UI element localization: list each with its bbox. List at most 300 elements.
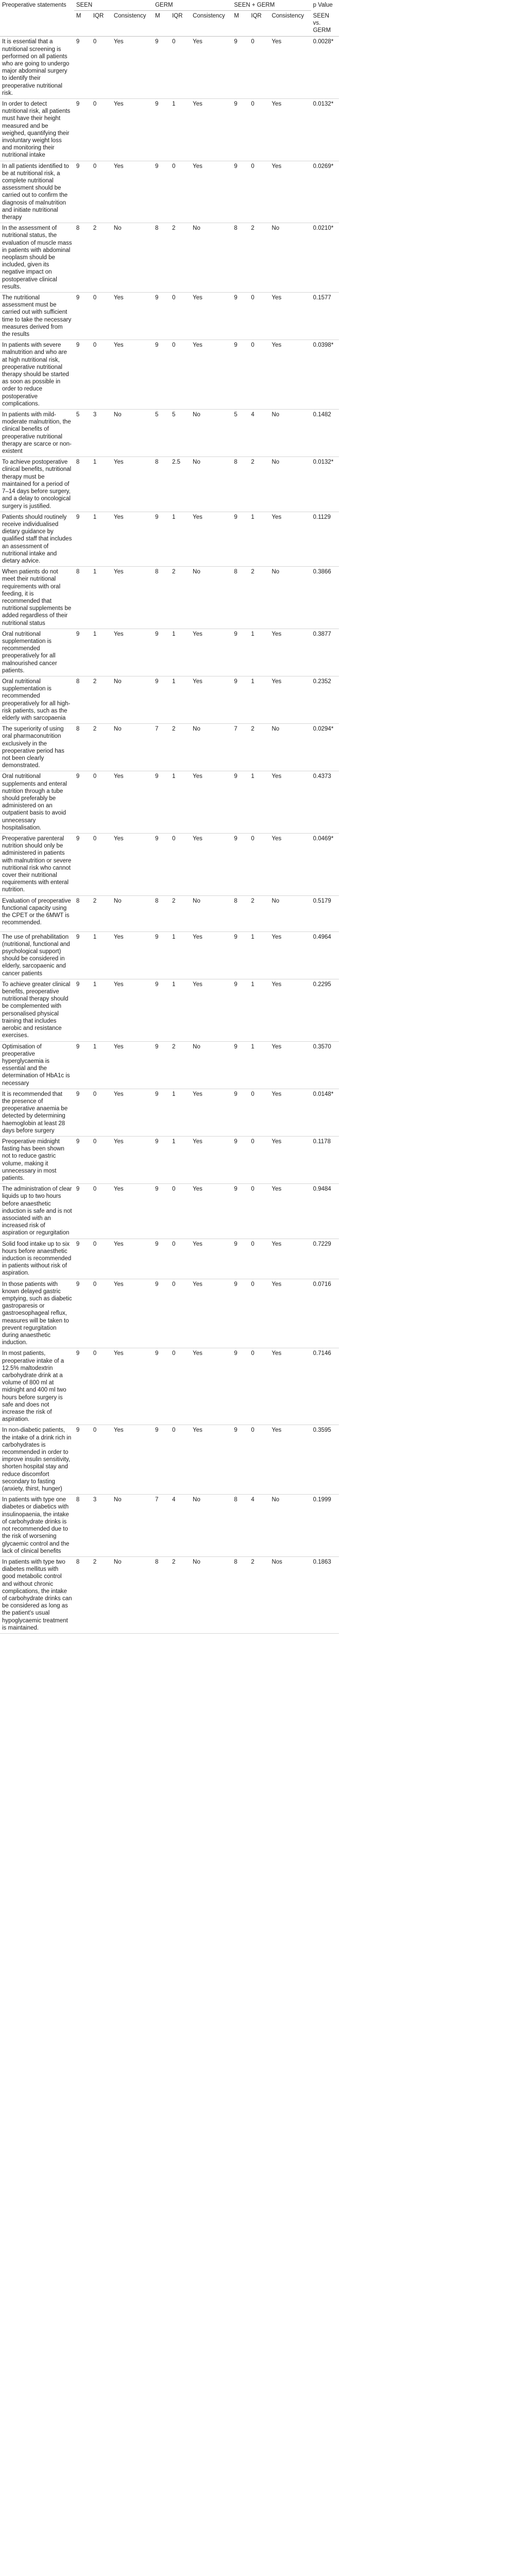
combined-m-cell: 9 <box>232 771 249 834</box>
combined-m-cell: 9 <box>232 676 249 723</box>
subheader-m: M <box>232 11 249 37</box>
germ-m-cell: 9 <box>153 979 170 1041</box>
seen-consistency-cell: Yes <box>112 834 153 896</box>
germ-m-cell: 9 <box>153 161 170 223</box>
germ-m-cell: 9 <box>153 1348 170 1425</box>
combined-consistency-cell: Yes <box>269 629 311 676</box>
seen-iqr-cell: 1 <box>91 629 112 676</box>
germ-m-cell: 8 <box>153 1556 170 1633</box>
table-row <box>0 161 339 223</box>
pvalue-cell: 0.1999 <box>311 1495 339 1557</box>
combined-m-cell: 9 <box>232 1279 249 1348</box>
germ-m-cell: 8 <box>153 457 170 512</box>
table-row <box>0 567 339 629</box>
pvalue-cell: 0.9484 <box>311 1184 339 1239</box>
statement-cell: In non-diabetic patients, the intake of a drink rich in carbohydrates is recommended in order to improve insulin sensitivity, shorten hospital stay and reduce discomfort secondary to fasting (anxiety, thirst, hunger) <box>0 1425 74 1495</box>
table-row <box>0 979 339 1041</box>
germ-iqr-cell: 1 <box>170 931 191 979</box>
seen-consistency-cell: Yes <box>112 1239 153 1279</box>
seen-iqr-cell: 0 <box>91 1279 112 1348</box>
germ-iqr-cell: 0 <box>170 1279 191 1348</box>
germ-consistency-cell: Yes <box>191 1089 232 1136</box>
statement-cell: To achieve postoperative clinical benefits, nutritional therapy must be maintained for a period of 7–14 days before surgery, and a delay to oncological surgery is justified. <box>0 457 74 512</box>
combined-iqr-cell: 1 <box>249 1041 269 1089</box>
combined-consistency-cell: No <box>269 223 311 293</box>
germ-iqr-cell: 1 <box>170 98 191 161</box>
seen-iqr-cell: 1 <box>91 931 112 979</box>
table-row <box>0 1184 339 1239</box>
germ-consistency-cell: No <box>191 1556 232 1633</box>
germ-iqr-cell: 0 <box>170 1239 191 1279</box>
table-row <box>0 37 339 99</box>
combined-consistency-cell: Yes <box>269 676 311 723</box>
germ-m-cell: 9 <box>153 1136 170 1183</box>
combined-m-cell: 8 <box>232 223 249 293</box>
pvalue-cell: 0.0028* <box>311 37 339 99</box>
combined-m-cell: 9 <box>232 931 249 979</box>
subheader-consistency: Consistency <box>269 11 311 37</box>
preoperative-statements-table <box>0 0 339 1634</box>
seen-m-cell: 8 <box>74 676 91 723</box>
pvalue-cell: 0.1577 <box>311 293 339 340</box>
germ-consistency-cell: No <box>191 895 232 931</box>
seen-m-cell: 8 <box>74 223 91 293</box>
germ-consistency-cell: No <box>191 1495 232 1557</box>
germ-m-cell: 9 <box>153 1184 170 1239</box>
seen-m-cell: 8 <box>74 724 91 771</box>
pvalue-cell: 0.1482 <box>311 410 339 457</box>
combined-iqr-cell: 1 <box>249 771 269 834</box>
seen-iqr-cell: 2 <box>91 724 112 771</box>
combined-iqr-cell: 0 <box>249 1279 269 1348</box>
seen-iqr-cell: 1 <box>91 1041 112 1089</box>
pvalue-cell: 0.0398* <box>311 340 339 410</box>
combined-consistency-cell: Yes <box>269 1348 311 1425</box>
table-row <box>0 512 339 566</box>
germ-iqr-cell: 2 <box>170 895 191 931</box>
seen-iqr-cell: 1 <box>91 979 112 1041</box>
germ-iqr-cell: 2 <box>170 724 191 771</box>
combined-m-cell: 8 <box>232 1495 249 1557</box>
combined-m-cell: 9 <box>232 1041 249 1089</box>
germ-consistency-cell: No <box>191 724 232 771</box>
combined-consistency-cell: No <box>269 724 311 771</box>
statement-cell: Preoperative midnight fasting has been shown not to reduce gastric volume, making it unnecessary in most patients. <box>0 1136 74 1183</box>
germ-m-cell: 9 <box>153 629 170 676</box>
seen-consistency-cell: Yes <box>112 931 153 979</box>
table-row <box>0 223 339 293</box>
germ-iqr-cell: 5 <box>170 410 191 457</box>
seen-iqr-cell: 0 <box>91 161 112 223</box>
table-row <box>0 1348 339 1425</box>
combined-consistency-cell: Yes <box>269 161 311 223</box>
combined-consistency-cell: Nos <box>269 1556 311 1633</box>
combined-consistency-cell: Yes <box>269 512 311 566</box>
combined-m-cell: 5 <box>232 410 249 457</box>
combined-m-cell: 9 <box>232 1348 249 1425</box>
seen-m-cell: 9 <box>74 834 91 896</box>
germ-m-cell: 5 <box>153 410 170 457</box>
germ-m-cell: 9 <box>153 931 170 979</box>
table-row <box>0 1425 339 1495</box>
table-row <box>0 340 339 410</box>
pvalue-cell: 0.5179 <box>311 895 339 931</box>
germ-iqr-cell: 1 <box>170 512 191 566</box>
header-pvalue: p Value <box>313 2 333 8</box>
seen-m-cell: 9 <box>74 293 91 340</box>
statement-cell: In those patients with known delayed gastric emptying, such as diabetic gastroparesis or gastroesophageal reflux, measures will be taken to prevent regurgitation during anaesthetic induction. <box>0 1279 74 1348</box>
combined-consistency-cell: Yes <box>269 1425 311 1495</box>
seen-iqr-cell: 3 <box>91 410 112 457</box>
combined-iqr-cell: 0 <box>249 37 269 99</box>
seen-iqr-cell: 2 <box>91 895 112 931</box>
seen-iqr-cell: 0 <box>91 293 112 340</box>
germ-iqr-cell: 2 <box>170 223 191 293</box>
pvalue-cell: 0.3595 <box>311 1425 339 1495</box>
seen-m-cell: 9 <box>74 161 91 223</box>
germ-m-cell: 9 <box>153 98 170 161</box>
subheader-m: M <box>74 11 91 37</box>
germ-m-cell: 9 <box>153 1041 170 1089</box>
combined-m-cell: 8 <box>232 457 249 512</box>
seen-consistency-cell: No <box>112 724 153 771</box>
seen-consistency-cell: Yes <box>112 1425 153 1495</box>
table-row <box>0 1136 339 1183</box>
combined-iqr-cell: 0 <box>249 1239 269 1279</box>
seen-consistency-cell: No <box>112 1556 153 1633</box>
header-group-seen: SEEN <box>74 0 153 11</box>
combined-consistency-cell: Yes <box>269 37 311 99</box>
germ-consistency-cell: Yes <box>191 1239 232 1279</box>
combined-iqr-cell: 4 <box>249 1495 269 1557</box>
combined-iqr-cell: 1 <box>249 512 269 566</box>
table-header <box>0 0 339 37</box>
seen-iqr-cell: 0 <box>91 340 112 410</box>
seen-consistency-cell: No <box>112 895 153 931</box>
combined-consistency-cell: Yes <box>269 771 311 834</box>
germ-consistency-cell: No <box>191 567 232 629</box>
seen-m-cell: 9 <box>74 979 91 1041</box>
combined-iqr-cell: 2 <box>249 567 269 629</box>
seen-iqr-cell: 0 <box>91 37 112 99</box>
seen-m-cell: 9 <box>74 771 91 834</box>
combined-iqr-cell: 0 <box>249 1348 269 1425</box>
germ-iqr-cell: 4 <box>170 1495 191 1557</box>
statement-cell: In most patients, preoperative intake of a 12.5% maltodextrin carbohydrate drink at a volume of 800 ml at midnight and 400 ml two hours before surgery is safe and does not increase the risk of aspiration. <box>0 1348 74 1425</box>
header-statement: Preoperative statements <box>2 2 66 8</box>
germ-iqr-cell: 0 <box>170 1425 191 1495</box>
statement-cell: To achieve greater clinical benefits, preoperative nutritional therapy should be complemented with personalised physical training that includes aerobic and resistance exercises. <box>0 979 74 1041</box>
seen-m-cell: 9 <box>74 931 91 979</box>
statement-cell: Oral nutritional supplementation is recommended preoperatively for all malnourished cancer patients. <box>0 629 74 676</box>
subheader-iqr: IQR <box>170 11 191 37</box>
germ-consistency-cell: Yes <box>191 340 232 410</box>
seen-consistency-cell: Yes <box>112 771 153 834</box>
statement-cell: When patients do not meet their nutritional requirements with oral feeding, it is recommended that nutritional supplements be added regardless of their nutritional status <box>0 567 74 629</box>
germ-m-cell: 9 <box>153 1279 170 1348</box>
germ-m-cell: 9 <box>153 771 170 834</box>
table-row <box>0 1239 339 1279</box>
germ-consistency-cell: Yes <box>191 1425 232 1495</box>
germ-consistency-cell: Yes <box>191 512 232 566</box>
germ-iqr-cell: 2 <box>170 567 191 629</box>
combined-m-cell: 9 <box>232 1425 249 1495</box>
seen-m-cell: 9 <box>74 1136 91 1183</box>
germ-m-cell: 9 <box>153 512 170 566</box>
combined-consistency-cell: Yes <box>269 1279 311 1348</box>
germ-consistency-cell: No <box>191 410 232 457</box>
seen-consistency-cell: Yes <box>112 1089 153 1136</box>
combined-consistency-cell: No <box>269 410 311 457</box>
combined-m-cell: 8 <box>232 567 249 629</box>
subheader-m: M <box>153 11 170 37</box>
statement-cell: In patients with type two diabetes mellitus with good metabolic control and without chronic complications, the intake of carbohydrate drinks can be considered as long as the patient's usual hypoglycaemic treatment is maintained. <box>0 1556 74 1633</box>
seen-consistency-cell: No <box>112 1495 153 1557</box>
germ-consistency-cell: Yes <box>191 834 232 896</box>
seen-iqr-cell: 0 <box>91 834 112 896</box>
combined-iqr-cell: 0 <box>249 1089 269 1136</box>
seen-m-cell: 8 <box>74 895 91 931</box>
combined-m-cell: 9 <box>232 340 249 410</box>
seen-iqr-cell: 2 <box>91 1556 112 1633</box>
seen-m-cell: 9 <box>74 1425 91 1495</box>
seen-consistency-cell: Yes <box>112 1184 153 1239</box>
germ-m-cell: 9 <box>153 834 170 896</box>
germ-iqr-cell: 1 <box>170 979 191 1041</box>
statement-cell: The use of prehabilitation (nutritional, functional and psychological support) should be considered in elderly, sarcopaenic and cancer patients <box>0 931 74 979</box>
seen-m-cell: 8 <box>74 567 91 629</box>
germ-iqr-cell: 2 <box>170 1556 191 1633</box>
statement-cell: In the assessment of nutritional status, the evaluation of muscle mass in patients with abdominal neoplasm should be included, given its negative impact on postoperative clinical results. <box>0 223 74 293</box>
pvalue-cell: 0.3866 <box>311 567 339 629</box>
statement-cell: In order to detect nutritional risk, all patients must have their height measured and be weighed, quantifying their involuntary weight loss and monitoring their nutritional intake <box>0 98 74 161</box>
seen-consistency-cell: Yes <box>112 629 153 676</box>
seen-m-cell: 9 <box>74 1279 91 1348</box>
subheader-consistency: Consistency <box>191 11 232 37</box>
germ-iqr-cell: 0 <box>170 293 191 340</box>
germ-consistency-cell: Yes <box>191 1279 232 1348</box>
combined-m-cell: 8 <box>232 895 249 931</box>
table-row <box>0 676 339 723</box>
seen-m-cell: 9 <box>74 98 91 161</box>
seen-iqr-cell: 0 <box>91 1425 112 1495</box>
combined-consistency-cell: Yes <box>269 1089 311 1136</box>
pvalue-cell: 0.3570 <box>311 1041 339 1089</box>
seen-m-cell: 9 <box>74 1089 91 1136</box>
statement-cell: In patients with mild-moderate malnutrition, the clinical benefits of preoperative nutritional therapy are scarce or non-existent <box>0 410 74 457</box>
combined-iqr-cell: 1 <box>249 629 269 676</box>
combined-m-cell: 9 <box>232 1136 249 1183</box>
combined-consistency-cell: Yes <box>269 931 311 979</box>
statement-cell: The nutritional assessment must be carried out with sufficient time to take the necessary measures derived from the results <box>0 293 74 340</box>
pvalue-cell: 0.0132* <box>311 98 339 161</box>
germ-iqr-cell: 1 <box>170 1136 191 1183</box>
combined-consistency-cell: Yes <box>269 979 311 1041</box>
seen-consistency-cell: Yes <box>112 979 153 1041</box>
seen-iqr-cell: 0 <box>91 1239 112 1279</box>
table-row <box>0 457 339 512</box>
germ-consistency-cell: Yes <box>191 98 232 161</box>
subheader-pvalue-comparison: SEEN vs. GERM <box>311 11 339 37</box>
pvalue-cell: 0.1129 <box>311 512 339 566</box>
combined-m-cell: 9 <box>232 512 249 566</box>
germ-iqr-cell: 0 <box>170 340 191 410</box>
pvalue-cell: 0.7229 <box>311 1239 339 1279</box>
seen-consistency-cell: Yes <box>112 340 153 410</box>
statement-cell: Oral nutritional supplements and enteral nutrition through a tube should preferably be administered on an outpatient basis to avoid unnecessary hospitalisation. <box>0 771 74 834</box>
germ-iqr-cell: 2.5 <box>170 457 191 512</box>
seen-m-cell: 9 <box>74 1184 91 1239</box>
seen-consistency-cell: Yes <box>112 293 153 340</box>
seen-consistency-cell: Yes <box>112 567 153 629</box>
seen-consistency-cell: Yes <box>112 1136 153 1183</box>
table-row <box>0 410 339 457</box>
combined-iqr-cell: 1 <box>249 931 269 979</box>
statement-cell: The superiority of using oral pharmaconutrition exclusively in the preoperative period has not been clearly demonstrated. <box>0 724 74 771</box>
table-row <box>0 1279 339 1348</box>
combined-m-cell: 9 <box>232 979 249 1041</box>
header-group-seen-germ: SEEN + GERM <box>232 0 311 11</box>
combined-iqr-cell: 0 <box>249 98 269 161</box>
germ-m-cell: 7 <box>153 724 170 771</box>
seen-m-cell: 8 <box>74 1556 91 1633</box>
combined-m-cell: 9 <box>232 1184 249 1239</box>
seen-consistency-cell: Yes <box>112 457 153 512</box>
combined-consistency-cell: Yes <box>269 1041 311 1089</box>
combined-consistency-cell: No <box>269 457 311 512</box>
combined-iqr-cell: 2 <box>249 223 269 293</box>
statement-cell: It is recommended that the presence of preoperative anaemia be detected by determining haemoglobin at least 28 days before surgery <box>0 1089 74 1136</box>
germ-iqr-cell: 1 <box>170 1089 191 1136</box>
table-row <box>0 895 339 931</box>
germ-consistency-cell: No <box>191 457 232 512</box>
table-body <box>0 37 339 1634</box>
seen-consistency-cell: No <box>112 676 153 723</box>
combined-iqr-cell: 2 <box>249 895 269 931</box>
pvalue-cell: 0.0269* <box>311 161 339 223</box>
seen-m-cell: 9 <box>74 629 91 676</box>
germ-consistency-cell: Yes <box>191 37 232 99</box>
combined-iqr-cell: 0 <box>249 1136 269 1183</box>
seen-m-cell: 5 <box>74 410 91 457</box>
combined-consistency-cell: No <box>269 1495 311 1557</box>
combined-iqr-cell: 0 <box>249 834 269 896</box>
statement-cell: It is essential that a nutritional screening is performed on all patients who are going to undergo major abdominal surgery to identify their preoperative nutritional risk. <box>0 37 74 99</box>
table-row <box>0 834 339 896</box>
seen-iqr-cell: 0 <box>91 1089 112 1136</box>
combined-m-cell: 9 <box>232 37 249 99</box>
pvalue-cell: 0.1178 <box>311 1136 339 1183</box>
combined-consistency-cell: Yes <box>269 1136 311 1183</box>
germ-m-cell: 8 <box>153 895 170 931</box>
combined-iqr-cell: 0 <box>249 293 269 340</box>
germ-consistency-cell: No <box>191 1041 232 1089</box>
seen-iqr-cell: 2 <box>91 223 112 293</box>
combined-consistency-cell: Yes <box>269 98 311 161</box>
pvalue-cell: 0.4373 <box>311 771 339 834</box>
germ-m-cell: 9 <box>153 1239 170 1279</box>
pvalue-cell: 0.3877 <box>311 629 339 676</box>
seen-m-cell: 8 <box>74 457 91 512</box>
seen-m-cell: 9 <box>74 1348 91 1425</box>
seen-consistency-cell: Yes <box>112 37 153 99</box>
seen-consistency-cell: Yes <box>112 1348 153 1425</box>
table-row <box>0 724 339 771</box>
statement-cell: Solid food intake up to six hours before anaesthetic induction is recommended in patients without risk of aspiration. <box>0 1239 74 1279</box>
germ-iqr-cell: 1 <box>170 676 191 723</box>
seen-consistency-cell: No <box>112 410 153 457</box>
statement-cell: Preoperative parenteral nutrition should only be administered in patients with malnutrition or severe nutritional risk who cannot cover their nutritional requirements with enteral nutrition. <box>0 834 74 896</box>
combined-m-cell: 9 <box>232 834 249 896</box>
statement-cell: In all patients identified to be at nutritional risk, a complete nutritional assessment should be carried out to confirm the diagnosis of malnutrition and initiate nutritional therapy <box>0 161 74 223</box>
pvalue-cell: 0.0210* <box>311 223 339 293</box>
statement-cell: Optimisation of preoperative hyperglycaemia is essential and the determination of HbA1c is necessary <box>0 1041 74 1089</box>
statement-cell: Patients should routinely receive individualised dietary guidance by qualified staff that includes an assessment of nutritional intake and dietary advice. <box>0 512 74 566</box>
germ-m-cell: 9 <box>153 1089 170 1136</box>
germ-m-cell: 9 <box>153 293 170 340</box>
combined-iqr-cell: 2 <box>249 1556 269 1633</box>
combined-m-cell: 8 <box>232 1556 249 1633</box>
table-row <box>0 293 339 340</box>
germ-iqr-cell: 1 <box>170 629 191 676</box>
germ-iqr-cell: 1 <box>170 771 191 834</box>
table-row <box>0 629 339 676</box>
seen-consistency-cell: Yes <box>112 161 153 223</box>
seen-m-cell: 9 <box>74 37 91 99</box>
table-row <box>0 1089 339 1136</box>
pvalue-cell: 0.4964 <box>311 931 339 979</box>
germ-m-cell: 8 <box>153 223 170 293</box>
seen-iqr-cell: 1 <box>91 457 112 512</box>
statement-cell: In patients with severe malnutrition and who are at high nutritional risk, preoperative nutritional therapy should be started as soon as possible in order to reduce postoperative complications. <box>0 340 74 410</box>
combined-m-cell: 9 <box>232 1089 249 1136</box>
germ-iqr-cell: 0 <box>170 1184 191 1239</box>
table-row <box>0 1556 339 1633</box>
combined-consistency-cell: Yes <box>269 340 311 410</box>
subheader-consistency: Consistency <box>112 11 153 37</box>
germ-m-cell: 7 <box>153 1495 170 1557</box>
header-group-germ: GERM <box>153 0 232 11</box>
subheader-iqr: IQR <box>91 11 112 37</box>
combined-consistency-cell: Yes <box>269 834 311 896</box>
combined-consistency-cell: Yes <box>269 293 311 340</box>
germ-consistency-cell: Yes <box>191 771 232 834</box>
combined-consistency-cell: Yes <box>269 1239 311 1279</box>
seen-iqr-cell: 0 <box>91 1184 112 1239</box>
germ-consistency-cell: Yes <box>191 1184 232 1239</box>
pvalue-cell: 0.2295 <box>311 979 339 1041</box>
table-row <box>0 771 339 834</box>
combined-iqr-cell: 2 <box>249 457 269 512</box>
germ-consistency-cell: Yes <box>191 629 232 676</box>
seen-m-cell: 8 <box>74 1495 91 1557</box>
pvalue-cell: 0.0148* <box>311 1089 339 1136</box>
seen-iqr-cell: 1 <box>91 567 112 629</box>
seen-iqr-cell: 1 <box>91 512 112 566</box>
seen-consistency-cell: No <box>112 223 153 293</box>
combined-consistency-cell: No <box>269 895 311 931</box>
germ-iqr-cell: 0 <box>170 37 191 99</box>
germ-iqr-cell: 0 <box>170 161 191 223</box>
combined-iqr-cell: 0 <box>249 1425 269 1495</box>
combined-iqr-cell: 0 <box>249 340 269 410</box>
seen-iqr-cell: 0 <box>91 1348 112 1425</box>
statement-cell: In patients with type one diabetes or diabetics with insulinopaenia, the intake of carbohydrate drinks is not recommended due to the risk of worsening glycaemic control and the lack of clinical benefits <box>0 1495 74 1557</box>
germ-m-cell: 8 <box>153 567 170 629</box>
table-row <box>0 1495 339 1557</box>
table-row <box>0 931 339 979</box>
combined-consistency-cell: No <box>269 567 311 629</box>
